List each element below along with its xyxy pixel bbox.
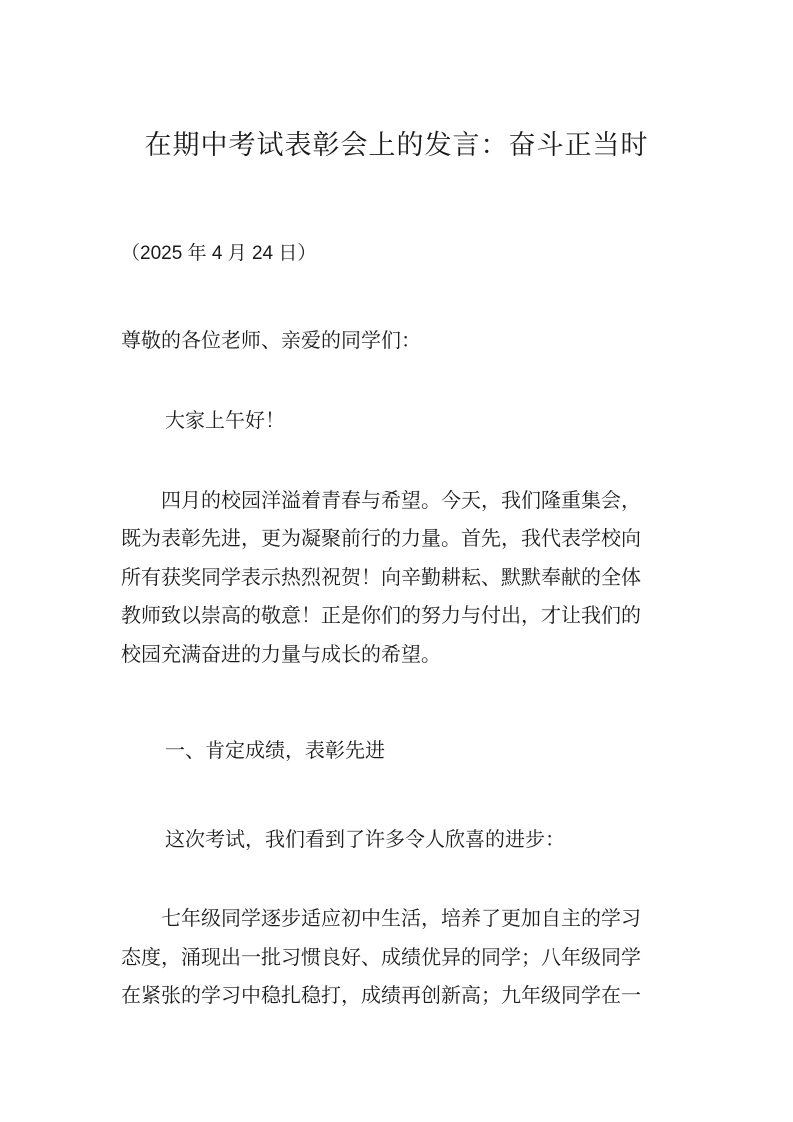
paragraph-line: 态度，涌现出一批习惯良好、成绩优异的同学；八年级同学 [121, 945, 641, 969]
paragraph-line: 既为表彰先进，更为凝聚前行的力量。首先，我代表学校向 [121, 526, 641, 550]
paragraph-line: 所有获奖同学表示热烈祝贺！向辛勤耕耘、默默奉献的全体 [121, 565, 641, 589]
paragraph-2: 这次考试，我们看到了许多令人欣喜的进步： [165, 827, 565, 851]
paragraph-line: 校园充满奋进的力量与成长的希望。 [121, 642, 441, 666]
paragraph-line: 七年级同学逐步适应初中生活，培养了更加自主的学习 [121, 906, 641, 930]
paragraph-line: 在紧张的学习中稳扎稳打，成绩再创新高；九年级同学在一 [121, 983, 641, 1007]
paragraph-line: 四月的校园洋溢着青春与希望。今天，我们隆重集会， [121, 488, 641, 512]
speech-date: （2025 年 4 月 24 日） [121, 243, 317, 264]
paragraph-line: 教师致以崇高的敬意！正是你们的努力与付出，才让我们的 [121, 603, 641, 627]
salutation: 尊敬的各位老师、亲爱的同学们： [121, 328, 421, 352]
document-title: 在期中考试表彰会上的发言：奋斗正当时 [144, 130, 649, 161]
section-heading: 一、肯定成绩，表彰先进 [165, 738, 385, 762]
greeting: 大家上午好！ [165, 408, 285, 432]
